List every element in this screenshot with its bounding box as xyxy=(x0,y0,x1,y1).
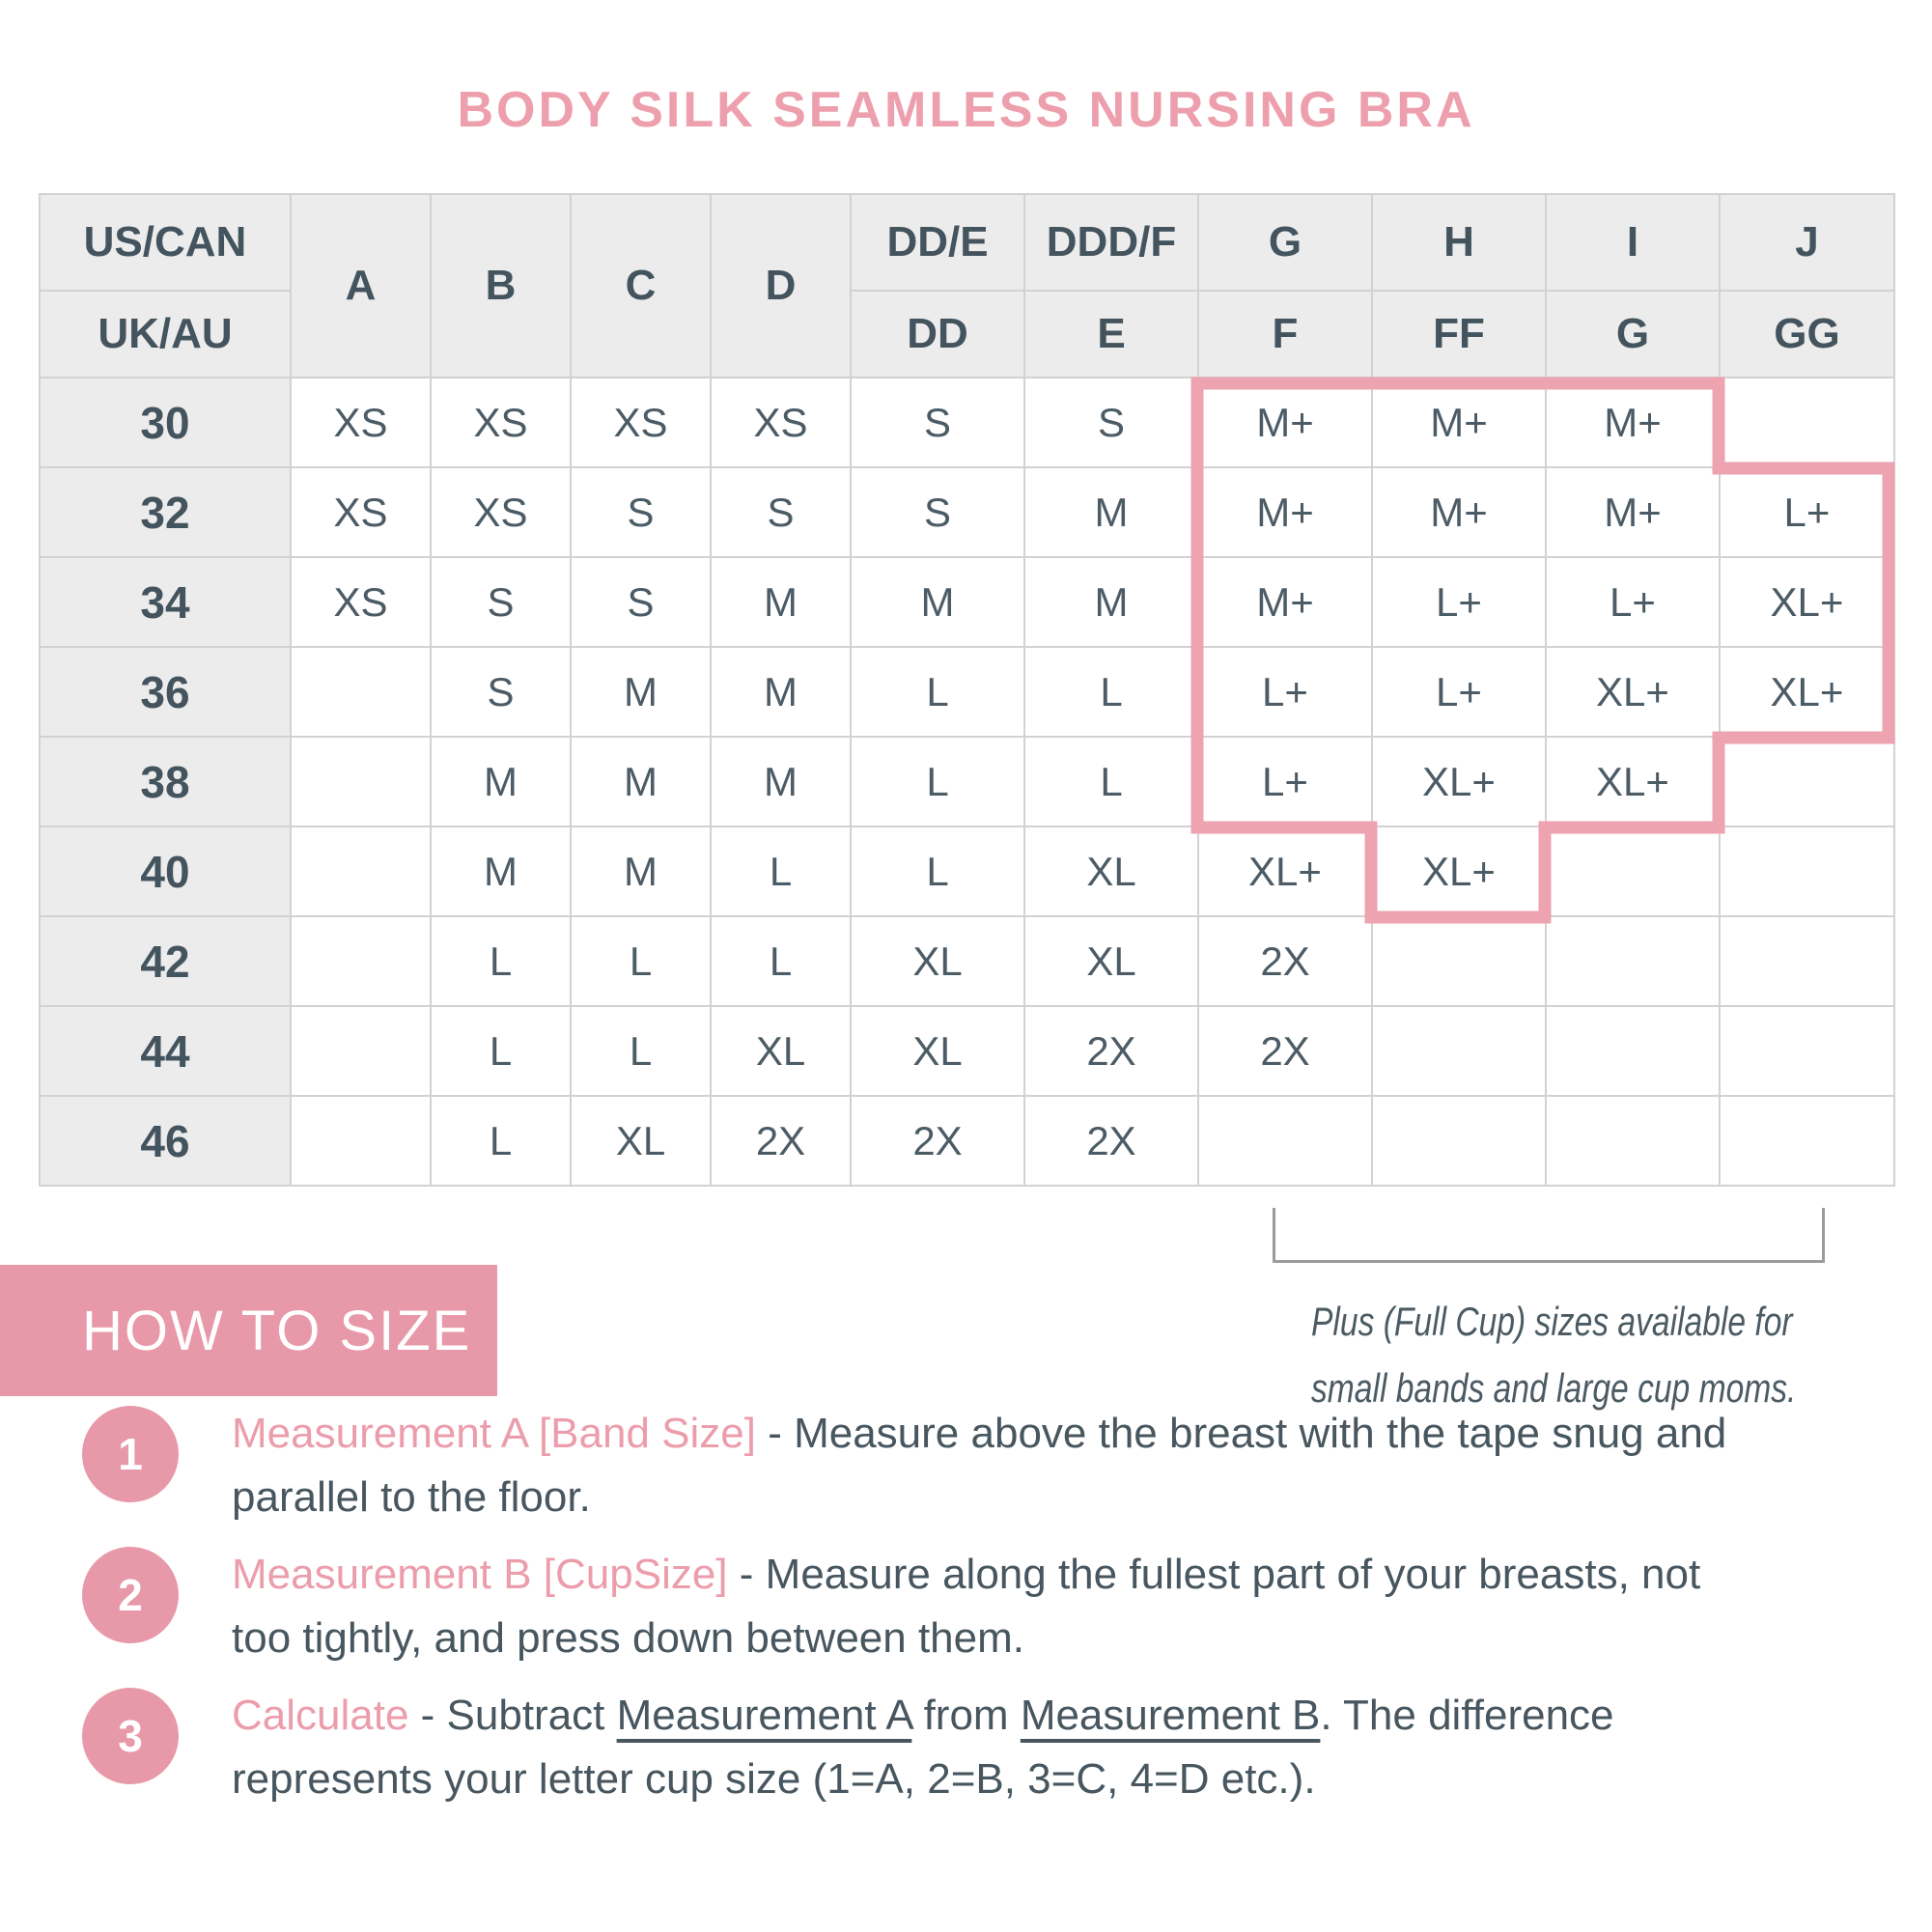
size-cell-30-C: XS xyxy=(571,378,711,467)
size-cell-44-D: XL xyxy=(711,1006,851,1096)
step-3 xyxy=(82,1684,1897,1811)
size-cell-44-B: L xyxy=(431,1006,571,1096)
band-cell-34: 34 xyxy=(40,557,291,647)
size-cell-34-B: S xyxy=(431,557,571,647)
size-cell-38-G: XL+ xyxy=(1546,737,1720,826)
size-cell-34-GG: XL+ xyxy=(1720,557,1894,647)
band-cell-30: 30 xyxy=(40,378,291,467)
size-cell-46-DD: 2X xyxy=(851,1096,1024,1186)
band-row-44 xyxy=(40,1006,1894,1096)
band-cell-46: 46 xyxy=(40,1096,291,1186)
size-cell-32-FF: M+ xyxy=(1372,467,1546,557)
size-cell-36-E: L xyxy=(1024,647,1198,737)
size-cell-30-B: XS xyxy=(431,378,571,467)
band-row-34 xyxy=(40,557,1894,647)
size-cell-38-D: M xyxy=(711,737,851,826)
underlined-term: Measurement B xyxy=(1020,1692,1321,1739)
plus-note-line1: Plus (Full Cup) sizes available for xyxy=(1311,1299,1793,1344)
band-row-40 xyxy=(40,826,1894,916)
step-body-text: . The difference xyxy=(1320,1692,1614,1739)
size-cell-46-F xyxy=(1198,1096,1372,1186)
size-cell-42-DD: XL xyxy=(851,916,1024,1006)
step-body-text: parallel to the floor. xyxy=(232,1473,591,1521)
band-row-46 xyxy=(40,1096,1894,1186)
size-cell-34-E: M xyxy=(1024,557,1198,647)
size-cell-38-B: M xyxy=(431,737,571,826)
size-cell-40-F: XL+ xyxy=(1198,826,1372,916)
header-uk-cup-E: E xyxy=(1024,291,1198,378)
size-cell-30-A: XS xyxy=(291,378,431,467)
size-cell-36-D: M xyxy=(711,647,851,737)
size-cell-32-DD: S xyxy=(851,467,1024,557)
step-2 xyxy=(82,1543,1897,1670)
size-cell-40-C: M xyxy=(571,826,711,916)
band-row-30 xyxy=(40,378,1894,467)
size-cell-34-D: M xyxy=(711,557,851,647)
header-uk-cup-DD: DD xyxy=(851,291,1024,378)
size-cell-32-F: M+ xyxy=(1198,467,1372,557)
header-us-can: US/CAN xyxy=(40,194,291,291)
step-body-text: - Subtract xyxy=(408,1692,617,1739)
underlined-term: Measurement A xyxy=(616,1692,912,1739)
band-cell-40: 40 xyxy=(40,826,291,916)
header-uk-cup-G: G xyxy=(1546,291,1720,378)
size-cell-36-DD: L xyxy=(851,647,1024,737)
size-cell-38-GG xyxy=(1720,737,1894,826)
header-uk-cup-F: F xyxy=(1198,291,1372,378)
size-cell-32-GG: L+ xyxy=(1720,467,1894,557)
size-cell-40-B: M xyxy=(431,826,571,916)
step-number-badge-2: 2 xyxy=(82,1547,179,1643)
size-cell-32-A: XS xyxy=(291,467,431,557)
header-uk-cup-GG: GG xyxy=(1720,291,1894,378)
header-cup-D: D xyxy=(711,194,851,378)
size-cell-44-E: 2X xyxy=(1024,1006,1198,1096)
size-cell-32-B: XS xyxy=(431,467,571,557)
plus-columns-bracket xyxy=(1273,1208,1825,1263)
size-cell-30-FF: M+ xyxy=(1372,378,1546,467)
size-cell-34-FF: L+ xyxy=(1372,557,1546,647)
size-cell-38-C: M xyxy=(571,737,711,826)
header-cup-B: B xyxy=(431,194,571,378)
size-cell-38-DD: L xyxy=(851,737,1024,826)
size-cell-44-F: 2X xyxy=(1198,1006,1372,1096)
plus-note-line2: small bands and large cup moms. xyxy=(1311,1365,1797,1411)
band-row-38 xyxy=(40,737,1894,826)
band-cell-44: 44 xyxy=(40,1006,291,1096)
step-text-1 xyxy=(232,1402,1726,1529)
size-cell-46-A xyxy=(291,1096,431,1186)
size-cell-46-E: 2X xyxy=(1024,1096,1198,1186)
step-heading: Measurement A [Band Size] xyxy=(232,1410,756,1457)
header-us-cup-DDD-F: DDD/F xyxy=(1024,194,1198,291)
step-body-text: represents your letter cup size (1=A, 2=B, 3=C, 4=D etc.). xyxy=(232,1755,1316,1803)
size-cell-42-B: L xyxy=(431,916,571,1006)
size-cell-36-A xyxy=(291,647,431,737)
size-cell-42-F: 2X xyxy=(1198,916,1372,1006)
step-body-text: - Measure along the fullest part of your breasts, not xyxy=(727,1551,1701,1598)
how-to-size-steps xyxy=(82,1402,1897,1825)
size-cell-44-FF xyxy=(1372,1006,1546,1096)
size-cell-36-GG: XL+ xyxy=(1720,647,1894,737)
step-1-line-1 xyxy=(232,1402,1726,1466)
band-cell-36: 36 xyxy=(40,647,291,737)
size-cell-38-E: L xyxy=(1024,737,1198,826)
size-cell-30-F: M+ xyxy=(1198,378,1372,467)
size-cell-46-C: XL xyxy=(571,1096,711,1186)
size-cell-46-B: L xyxy=(431,1096,571,1186)
page-title: BODY SILK SEAMLESS NURSING BRA xyxy=(457,82,1475,138)
size-cell-40-G xyxy=(1546,826,1720,916)
header-cup-A: A xyxy=(291,194,431,378)
size-cell-46-GG xyxy=(1720,1096,1894,1186)
size-cell-46-FF xyxy=(1372,1096,1546,1186)
size-cell-34-F: M+ xyxy=(1198,557,1372,647)
size-cell-38-F: L+ xyxy=(1198,737,1372,826)
size-cell-32-E: M xyxy=(1024,467,1198,557)
step-2-line-1 xyxy=(232,1543,1700,1607)
size-cell-40-FF: XL+ xyxy=(1372,826,1546,916)
size-cell-40-DD: L xyxy=(851,826,1024,916)
size-cell-30-E: S xyxy=(1024,378,1198,467)
step-number-badge-1: 1 xyxy=(82,1406,179,1502)
size-cell-44-DD: XL xyxy=(851,1006,1024,1096)
step-1-line-2 xyxy=(232,1466,1726,1529)
size-cell-36-B: S xyxy=(431,647,571,737)
size-cell-42-G xyxy=(1546,916,1720,1006)
step-1 xyxy=(82,1402,1897,1529)
size-cell-36-FF: L+ xyxy=(1372,647,1546,737)
size-cell-40-GG xyxy=(1720,826,1894,916)
step-text-3 xyxy=(232,1684,1614,1811)
step-text-2 xyxy=(232,1543,1700,1670)
size-cell-38-FF: XL+ xyxy=(1372,737,1546,826)
size-cell-30-G: M+ xyxy=(1546,378,1720,467)
step-number-badge-3: 3 xyxy=(82,1688,179,1784)
size-cell-42-D: L xyxy=(711,916,851,1006)
size-cell-32-G: M+ xyxy=(1546,467,1720,557)
size-cell-32-C: S xyxy=(571,467,711,557)
size-cell-36-F: L+ xyxy=(1198,647,1372,737)
size-cell-34-C: S xyxy=(571,557,711,647)
band-cell-38: 38 xyxy=(40,737,291,826)
size-cell-34-A: XS xyxy=(291,557,431,647)
size-cell-40-D: L xyxy=(711,826,851,916)
step-body-text: from xyxy=(911,1692,1021,1739)
size-cell-42-C: L xyxy=(571,916,711,1006)
size-cell-36-G: XL+ xyxy=(1546,647,1720,737)
size-cell-34-G: L+ xyxy=(1546,557,1720,647)
step-body-text: too tightly, and press down between them. xyxy=(232,1614,1025,1662)
size-cell-44-C: L xyxy=(571,1006,711,1096)
step-body-text: - Measure above the breast with the tape snug and xyxy=(755,1410,1727,1457)
header-us-cup-I: I xyxy=(1546,194,1720,291)
size-cell-30-GG xyxy=(1720,378,1894,467)
size-cell-34-DD: M xyxy=(851,557,1024,647)
size-cell-30-D: XS xyxy=(711,378,851,467)
size-cell-36-C: M xyxy=(571,647,711,737)
size-cell-42-GG xyxy=(1720,916,1894,1006)
size-cell-42-E: XL xyxy=(1024,916,1198,1006)
step-heading: Measurement B [CupSize] xyxy=(232,1551,728,1598)
header-us-cup-G: G xyxy=(1198,194,1372,291)
size-cell-40-E: XL xyxy=(1024,826,1198,916)
size-chart-table xyxy=(39,193,1895,1187)
header-uk-cup-FF: FF xyxy=(1372,291,1546,378)
size-cell-44-A xyxy=(291,1006,431,1096)
header-us-cup-DD-E: DD/E xyxy=(851,194,1024,291)
size-cell-40-A xyxy=(291,826,431,916)
step-heading: Calculate xyxy=(232,1692,409,1739)
how-to-size-title: HOW TO SIZE xyxy=(82,1299,472,1362)
header-us-cup-H: H xyxy=(1372,194,1546,291)
size-cell-44-GG xyxy=(1720,1006,1894,1096)
step-3-line-1 xyxy=(232,1684,1614,1748)
size-cell-32-D: S xyxy=(711,467,851,557)
band-row-36 xyxy=(40,647,1894,737)
size-cell-30-DD: S xyxy=(851,378,1024,467)
band-row-32 xyxy=(40,467,1894,557)
size-cell-42-FF xyxy=(1372,916,1546,1006)
header-cup-C: C xyxy=(571,194,711,378)
size-cell-38-A xyxy=(291,737,431,826)
band-cell-42: 42 xyxy=(40,916,291,1006)
header-us-cup-J: J xyxy=(1720,194,1894,291)
step-2-line-2 xyxy=(232,1607,1700,1670)
header-uk-au: UK/AU xyxy=(40,291,291,378)
step-3-line-2 xyxy=(232,1748,1614,1811)
size-cell-44-G xyxy=(1546,1006,1720,1096)
size-cell-46-G xyxy=(1546,1096,1720,1186)
size-cell-46-D: 2X xyxy=(711,1096,851,1186)
how-to-size-banner xyxy=(0,1265,497,1396)
size-cell-42-A xyxy=(291,916,431,1006)
band-row-42 xyxy=(40,916,1894,1006)
band-cell-32: 32 xyxy=(40,467,291,557)
